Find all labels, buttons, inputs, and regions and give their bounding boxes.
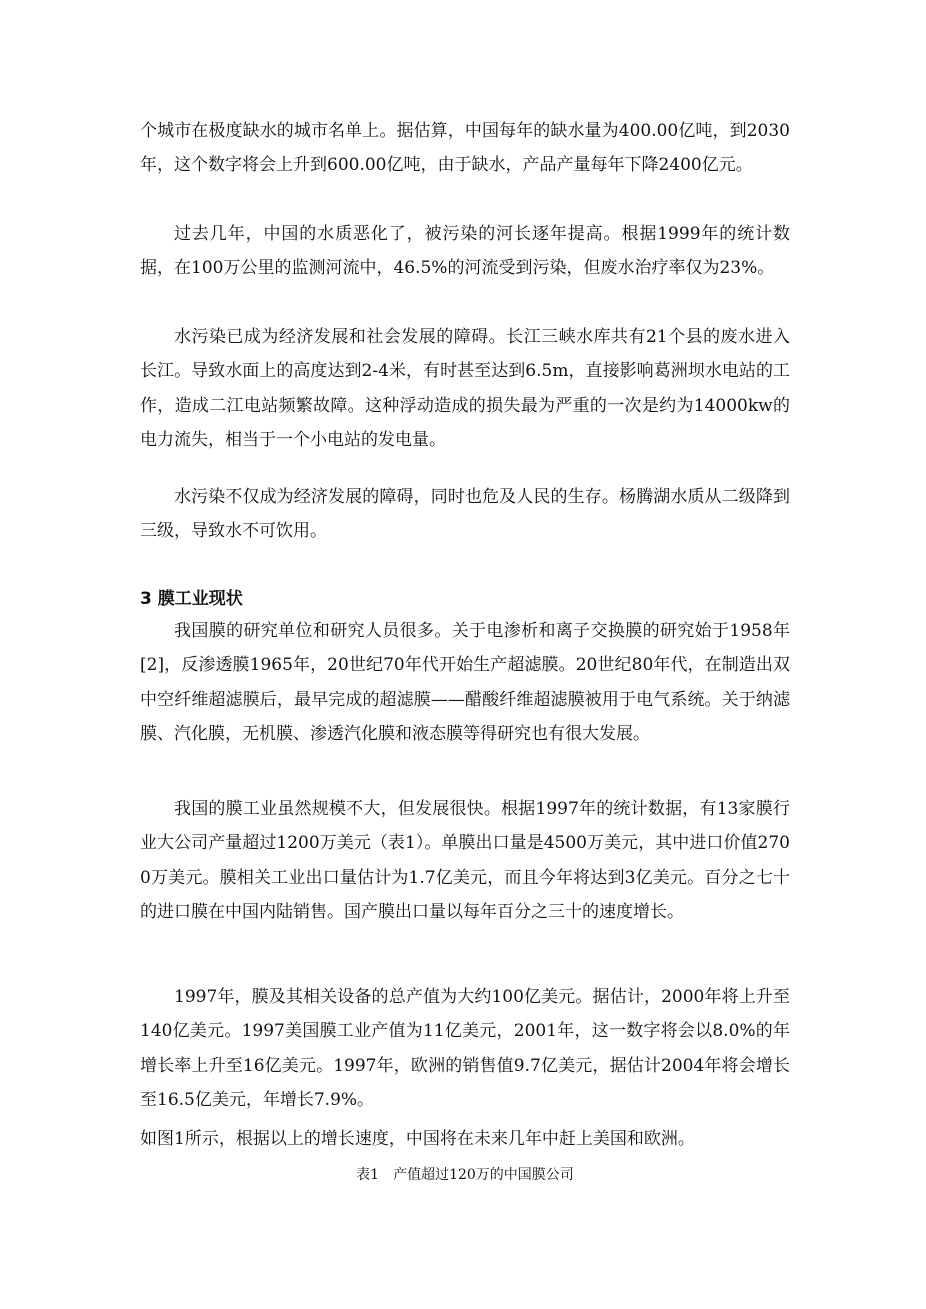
paragraph-membrane-research: 我国膜的研究单位和研究人员很多。关于电渗析和离子交换膜的研究始于1958年[2]，反渗透膜1965年，20世纪70年代开始生产超滤膜。20世纪80年代，在制造出双中空纤维超滤膜后，最早完成的超滤膜——醋酸纤维超滤膜被用于电气系统。关于纳滤膜、汽化膜，无机膜、渗透汽化膜和液态膜等得研究也有很大发展。 — [140, 621, 790, 744]
paragraph-output-value: 1997年，膜及其相关设备的总产值为大约100亿美元。据估计，2000年将上升至140亿美元。1997美国膜工业产值为11亿美元，2001年，这一数字将会以8.0%的年增长率上升至16亿美元。1997年，欧洲的销售值9.7亿美元，据估计2004年将会增长至16.5亿美元，年增长7.9%。 — [140, 987, 790, 1110]
paragraph-three-gorges: 水污染已成为经济发展和社会发展的障碍。长江三峡水库共有21个县的废水进入长江。导致水面上的高度达到2-4米，有时甚至达到6.5m，直接影响葛洲坝水电站的工作，造成二江电站频繁故障。这种浮动造成的损失最为严重的一次是约为14000kw的电力流失，相当于一个小电站的发电量。 — [140, 327, 790, 450]
paragraph-membrane-industry: 我国的膜工业虽然规模不大，但发展很快。根据1997年的统计数据，有13家膜行业大公司产量超过1200万美元（表1）。单膜出口量是4500万美元，其中进口价值2700万美元。膜相关工业出口量估计为1.7亿美元，而且今年将达到3亿美元。百分之七十的进口膜在中国内陆销售。国产膜出口量以每年百分之三十的速度增长。 — [140, 799, 790, 922]
paragraph-water-shortage: 个城市在极度缺水的城市名单上。据估算，中国每年的缺水量为400.00亿吨，到2030年，这个数字将会上升到600.00亿吨，由于缺水，产品产量每年下降2400亿元。 — [140, 121, 790, 176]
closing-line: 如图1所示，根据以上的增长速度，中国将在未来几年中赶上美国和欧洲。 — [140, 1129, 695, 1149]
section-heading: 3 膜工业现状 — [140, 589, 243, 609]
paragraph-water-quality: 过去几年，中国的水质恶化了，被污染的河长逐年提高。根据1999年的统计数据，在100万公里的监测河流中，46.5%的河流受到污染，但废水治疗率仅为23%。 — [140, 224, 790, 279]
paragraph-yangteng-lake: 水污染不仅成为经济发展的障碍，同时也危及人民的生存。杨腾湖水质从二级降到三级，导致水不可饮用。 — [140, 487, 790, 542]
table-caption: 表1 产值超过120万的中国膜公司 — [356, 1167, 574, 1183]
